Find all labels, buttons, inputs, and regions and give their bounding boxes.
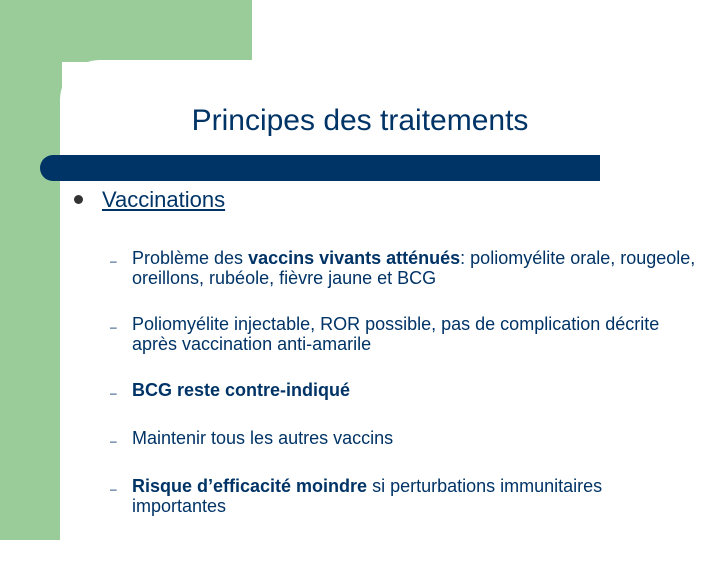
bullet-dot-icon — [74, 195, 83, 204]
dash-bullet: – — [110, 482, 117, 496]
list-item-text — [132, 476, 700, 516]
dash-bullet: – — [110, 434, 117, 448]
list-item — [110, 314, 700, 354]
item-text-highlight: vaccins vivants atténués — [248, 248, 461, 268]
item-text-lead: Maintenir tous les autres vaccins — [132, 428, 394, 448]
dash-bullet: – — [110, 320, 117, 334]
item-text-highlight: Risque d’efficacité moindre — [132, 476, 368, 496]
list-item — [110, 380, 700, 400]
item-text-rest: : poliomyélite orale, rougeole, oreillons, rubéole, fièvre jaune et BCG — [132, 248, 696, 288]
item-text-rest: si perturbations immunitaires importantes — [132, 476, 603, 516]
list-item-text — [132, 314, 700, 354]
decorative-green-band-left — [0, 0, 62, 540]
title-rule — [40, 155, 600, 181]
item-text-highlight: BCG reste contre-indiqué — [132, 380, 351, 400]
list-item-text — [132, 248, 700, 288]
dash-bullet: – — [110, 254, 117, 268]
slide-title: Principes des traitements — [191, 104, 529, 137]
item-text-lead: Problème des — [132, 248, 249, 268]
list-item — [110, 476, 700, 516]
list-item-text — [132, 380, 700, 400]
list-item-text — [132, 428, 700, 448]
list-item — [110, 428, 700, 448]
list-item — [110, 248, 700, 288]
dash-bullet: – — [110, 386, 117, 400]
section-heading: Vaccinations — [102, 187, 226, 212]
item-text-lead: Poliomyélite injectable, ROR possible, pas de complication décrite après vaccination anti-amarile — [132, 314, 660, 354]
